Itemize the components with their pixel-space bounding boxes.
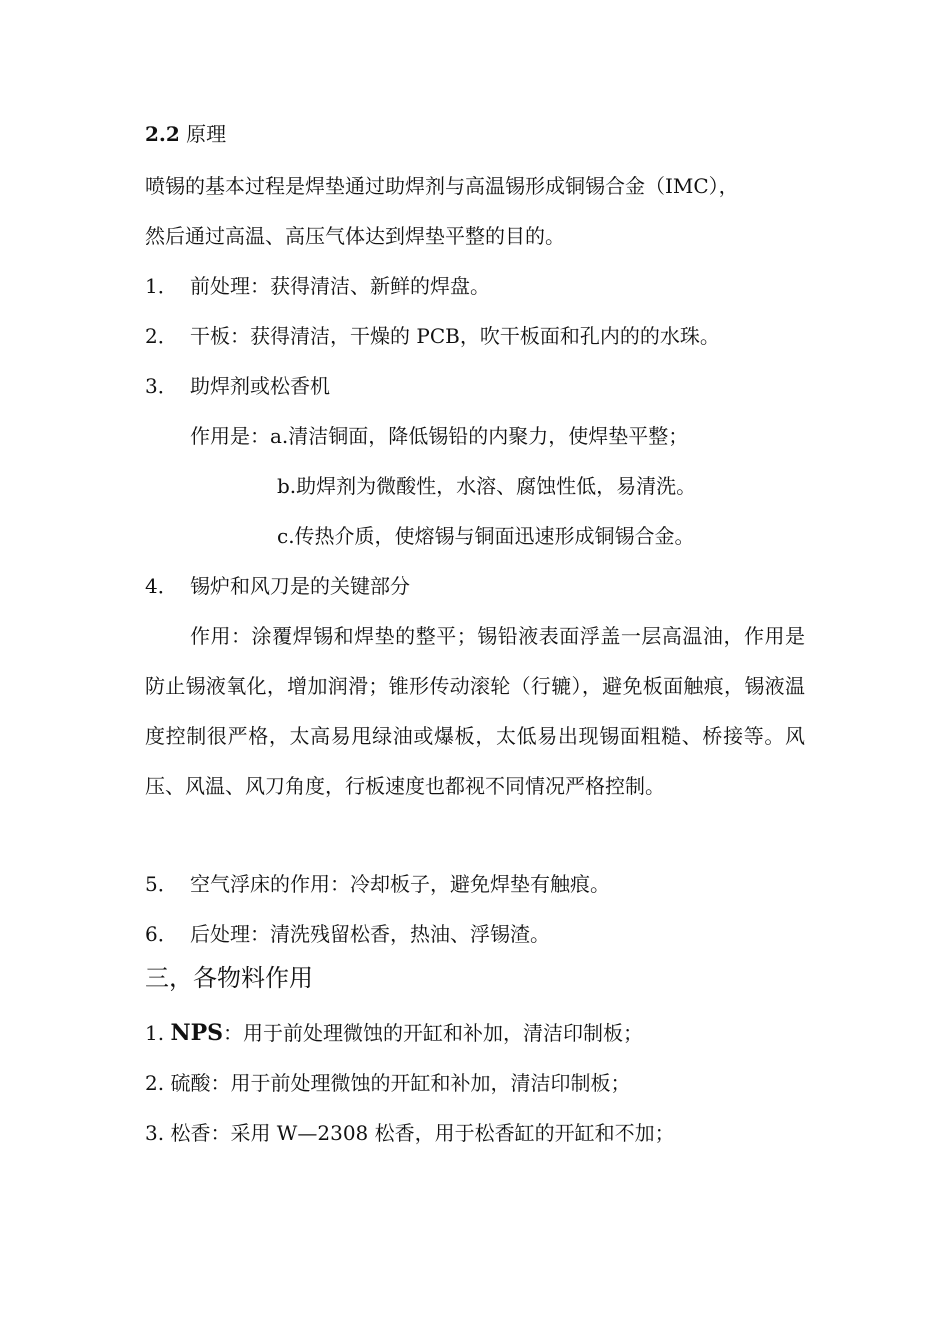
step-4: [145, 572, 410, 600]
material-number: 3.: [145, 1121, 165, 1145]
step-3-detail-c: c.传热介质，使熔锡与铜面迅速形成铜锡合金。: [277, 524, 695, 548]
step-3: [145, 372, 330, 400]
step-text: 锡炉和风刀是的关键部分: [190, 574, 410, 598]
material-name: NPS: [170, 1020, 223, 1046]
material-2: [145, 1069, 630, 1097]
material-number: 1.: [145, 1021, 165, 1045]
step-1: [145, 272, 490, 300]
step-3-detail-a: 作用是：a.清洁铜面，降低锡铅的内聚力，使焊垫平整；: [190, 424, 689, 448]
step-text: 空气浮床的作用：冷却板子，避免焊垫有触痕。: [190, 872, 610, 896]
material-3: [145, 1119, 675, 1147]
material-1: [145, 1019, 643, 1047]
step-number: 4．: [145, 574, 178, 598]
step-text: 后处理：清洗残留松香，热油、浮锡渣。: [190, 922, 550, 946]
section-heading-3: 三，各物料作用: [145, 964, 313, 992]
step-text: 前处理：获得清洁、新鲜的焊盘。: [190, 274, 490, 298]
material-number: 2.: [145, 1071, 165, 1095]
material-text: 硫酸：用于前处理微蚀的开缸和补加，清洁印制板；: [170, 1071, 631, 1095]
material-text: 松香：采用 W—2308 松香，用于松香缸的开缸和不加；: [170, 1121, 675, 1145]
intro-line-1: 喷锡的基本过程是焊垫通过助焊剂与高温锡形成铜锡合金（IMC），: [145, 174, 739, 198]
intro-line-2: 然后通过高温、高压气体达到焊垫平整的目的。: [145, 224, 565, 248]
section-number: 2.2: [145, 122, 180, 146]
step-text: 干板：获得清洁，干燥的 PCB，吹干板面和孔内的的水珠。: [190, 324, 720, 348]
material-text: ：用于前处理微蚀的开缸和补加，清洁印制板；: [223, 1021, 643, 1045]
section-title: 原理: [186, 122, 227, 146]
step-number: 1．: [145, 274, 178, 298]
step-6: [145, 920, 550, 948]
step-4-detail-paragraph: 作用：涂覆焊锡和焊垫的整平；锡铅液表面浮盖一层高温油，作用是防止锡液氧化，增加润滑；锥形传动滚轮（行辘），避免板面触痕，锡液温度控制很严格，太高易甩绿油或爆板，太低易出现锡面粗糙、桥接等。风压、风温、风刀角度，行板速度也都视不同情况严格控制。: [145, 624, 805, 798]
step-3-detail-b: b.助焊剂为微酸性，水溶、腐蚀性低，易清洗。: [277, 474, 697, 498]
step-number: 3．: [145, 374, 178, 398]
step-number: 5．: [145, 872, 178, 896]
step-number: 2．: [145, 324, 178, 348]
step-5: [145, 870, 610, 898]
step-text: 助焊剂或松香机: [190, 374, 330, 398]
section-heading-2-2: [145, 120, 226, 148]
step-2: [145, 322, 720, 350]
step-number: 6．: [145, 922, 178, 946]
